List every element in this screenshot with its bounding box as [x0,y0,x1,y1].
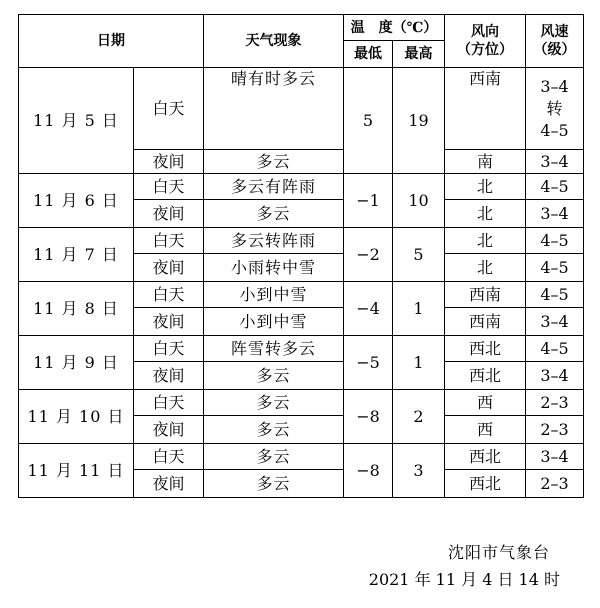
max-temp-cell: 2 [393,390,445,444]
max-temp-cell: 5 [393,228,445,282]
period-cell: 白天 [134,174,204,200]
date-cell: 11 月 11 日 [19,444,134,498]
wind-speed-line: 3–4 [540,76,569,96]
wind-speed-line: 转 [546,98,563,118]
period-cell: 白天 [134,68,204,150]
period-cell: 夜间 [134,362,204,390]
weather-cell: 小到中雪 [204,282,344,308]
min-temp-cell: −2 [344,228,393,282]
date-cell: 11 月 6 日 [19,174,134,228]
date-cell: 11 月 8 日 [19,282,134,336]
period-cell: 白天 [134,444,204,470]
min-temp-cell: 5 [344,68,393,174]
min-temp-cell: −5 [344,336,393,390]
weather-cell: 多云转阵雨 [204,228,344,254]
wind-direction-cell: 西南 [445,282,526,308]
wind-direction-cell: 西北 [445,362,526,390]
wind-speed-cell: 3–4 [526,200,584,228]
wind-direction-cell: 西北 [445,470,526,498]
forecast-row-day [19,390,584,416]
wind-direction-header [445,15,526,68]
wind-direction-cell: 北 [445,200,526,228]
period-cell: 夜间 [134,200,204,228]
min-temp-cell: −8 [344,444,393,498]
wind-speed-cell [526,68,584,150]
weather-cell: 小到中雪 [204,308,344,336]
forecast-row-day [19,68,584,150]
date-cell: 11 月 9 日 [19,336,134,390]
date-cell: 11 月 7 日 [19,228,134,282]
wind-speed-cell: 3–4 [526,150,584,174]
min-temp-cell: −4 [344,282,393,336]
wind-speed-cell: 2–3 [526,390,584,416]
max-temp-cell: 3 [393,444,445,498]
max-temp-cell: 1 [393,336,445,390]
wind-direction-cell: 西南 [445,68,526,150]
wind-direction-cell: 北 [445,174,526,200]
period-cell: 白天 [134,336,204,362]
max-temp-cell: 19 [393,68,445,174]
wind-direction-cell: 西 [445,416,526,444]
max-temp-header: 最高 [393,41,445,68]
weather-cell: 多云 [204,390,344,416]
date-header: 日期 [19,15,204,68]
wind-direction-cell: 西南 [445,308,526,336]
wind-speed-line: 4–5 [540,120,569,140]
wind-direction-cell: 北 [445,228,526,254]
weather-cell: 多云 [204,362,344,390]
issue-time: 2021 年 11 月 4 日 14 时 [368,570,560,589]
wind-direction-cell: 南 [445,150,526,174]
weather-cell: 多云 [204,200,344,228]
wind-speed-cell: 4–5 [526,254,584,282]
period-cell: 夜间 [134,416,204,444]
forecast-row-day [19,228,584,254]
wind-speed-cell: 4–5 [526,228,584,254]
date-cell: 11 月 5 日 [19,68,134,174]
issuing-agency: 沈阳市气象台 [447,543,550,562]
wind-direction-cell: 西北 [445,444,526,470]
wind-direction-header-line2: （方位） [457,42,513,58]
period-cell: 白天 [134,228,204,254]
weather-cell: 阵雪转多云 [204,336,344,362]
weather-cell: 小雨转中雪 [204,254,344,282]
wind-direction-cell: 北 [445,254,526,282]
max-temp-cell: 1 [393,282,445,336]
max-temp-cell: 10 [393,174,445,228]
weather-cell: 多云 [204,470,344,498]
weather-cell: 晴有时多云 [204,68,344,150]
wind-speed-cell: 3–4 [526,444,584,470]
weather-header: 天气现象 [204,15,344,68]
wind-speed-cell: 4–5 [526,282,584,308]
period-cell: 白天 [134,282,204,308]
wind-speed-cell: 3–4 [526,308,584,336]
wind-speed-cell: 3–4 [526,362,584,390]
wind-speed-cell: 2–3 [526,416,584,444]
weather-cell: 多云 [204,150,344,174]
wind-direction-cell: 西 [445,390,526,416]
weather-cell: 多云 [204,444,344,470]
wind-speed-header [526,15,584,68]
forecast-table [18,14,584,498]
forecast-row-day [19,444,584,470]
wind-speed-header-line1: 风速 [540,24,569,40]
weather-cell: 多云有阵雨 [204,174,344,200]
wind-speed-cell: 4–5 [526,174,584,200]
forecast-row-day [19,336,584,362]
wind-direction-header-line1: 风向 [471,24,499,40]
forecast-row-day [19,282,584,308]
min-temp-cell: −1 [344,174,393,228]
period-cell: 白天 [134,390,204,416]
wind-direction-cell: 西北 [445,336,526,362]
wind-speed-cell: 2–3 [526,470,584,498]
period-cell: 夜间 [134,308,204,336]
temperature-header: 温 度（℃） [344,15,445,41]
period-cell: 夜间 [134,254,204,282]
header-row [19,15,584,41]
weather-cell: 多云 [204,416,344,444]
period-cell: 夜间 [134,470,204,498]
date-cell: 11 月 10 日 [19,390,134,444]
wind-speed-cell: 4–5 [526,336,584,362]
min-temp-cell: −8 [344,390,393,444]
min-temp-header: 最低 [344,41,393,68]
forecast-row-day [19,174,584,200]
period-cell: 夜间 [134,150,204,174]
wind-speed-header-line2: （级） [533,42,576,58]
